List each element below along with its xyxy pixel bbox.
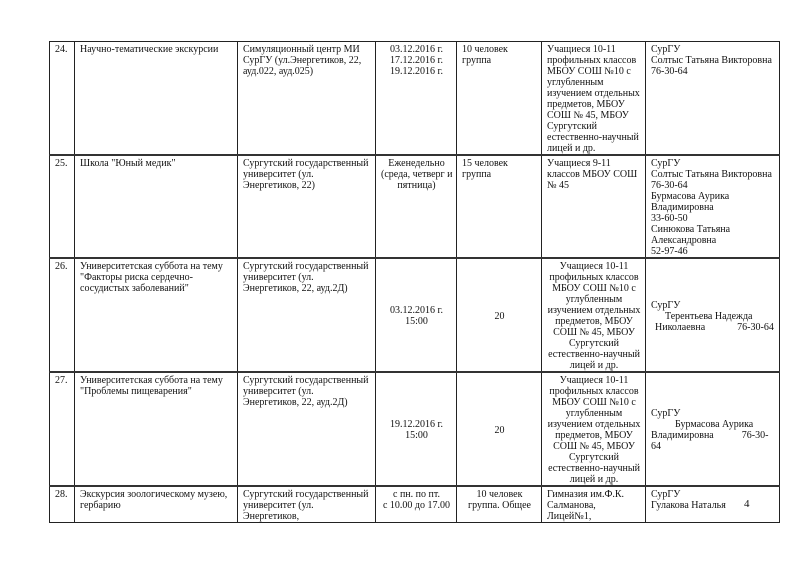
contact (646, 155, 780, 258)
page-number: 4 (744, 498, 750, 510)
event-place: Сургутский государственный университет (ул. Энергетиков, 22, ауд.2Д) (238, 372, 376, 486)
date-line: пятница) (397, 180, 436, 191)
event-date (376, 486, 457, 523)
event-date (376, 42, 457, 156)
contact-line: СурГУ (651, 408, 681, 419)
audience: Учащиеся 10-11 профильных классов МБОУ СОШ №10 с углубленным изучением отдельных предметов, МБОУ СОШ № 45, МБОУ Сургутский естественно-научный лицей и др. (542, 258, 646, 372)
table-row (50, 155, 780, 258)
date-line: (среда, четверг и (381, 169, 453, 180)
contact-line: 33-60-50 (651, 213, 688, 224)
date-line: 19.12.2016 г. (390, 419, 443, 430)
contact-line: СурГУ (651, 158, 681, 169)
date-line: с 10.00 до 17.00 (382, 500, 451, 511)
table-row (50, 486, 780, 523)
date-line: 03.12.2016 г. (390, 44, 443, 55)
group-size: 20 (457, 258, 542, 372)
event-name: Школа "Юный медик" (75, 155, 238, 258)
event-name: Экскурсия зоологическому музею, гербарию (75, 486, 238, 523)
contact (646, 42, 780, 156)
contact-line: Терентьева Надежда (665, 310, 753, 322)
row-number: 27. (50, 372, 75, 486)
contact (646, 372, 780, 486)
contact-line: Гулакова Наталья (651, 500, 726, 511)
date-line: Еженедельно (388, 158, 445, 169)
date-line: 15:00 (405, 430, 428, 441)
event-place: Сургутский государственный университет (ул. Энергетиков, 22) (238, 155, 376, 258)
row-number: 25. (50, 155, 75, 258)
row-number: 24. (50, 42, 75, 156)
contact-line: СурГУ (651, 489, 681, 500)
event-date (376, 155, 457, 258)
date-line: 15:00 (405, 316, 428, 327)
contact-phone: 76-30-64 (651, 430, 769, 452)
contact-phone: 76-30-64 (737, 321, 774, 333)
row-number: 26. (50, 258, 75, 372)
event-date (376, 258, 457, 372)
event-place: Сургутский государственный университет (ул. Энергетиков, 22, ауд.2Д) (238, 258, 376, 372)
group-size: 10 человек группа. Общее (457, 486, 542, 523)
contact-line: СурГУ (651, 299, 681, 311)
contact-line: 76-30-64 (651, 180, 688, 191)
contact-line: Бурмасова Аурика Владимировна (651, 191, 730, 213)
contact-line: 52-97-46 (651, 246, 688, 257)
audience: Гимназия им.Ф.К. Салманова, Лицей№1, (542, 486, 646, 523)
group-size: 15 человек группа (457, 155, 542, 258)
audience: Учащиеся 9-11 классов МБОУ СОШ № 45 (542, 155, 646, 258)
event-place: Симуляционный центр МИ СурГУ (ул.Энергетиков, 22, ауд.022, ауд.025) (238, 42, 376, 156)
row-number: 28. (50, 486, 75, 523)
contact (646, 258, 780, 372)
audience: Учащиеся 10-11 профильных классов МБОУ СОШ №10 с углубленным изучением отдельных предметов, МБОУ СОШ № 45, МБОУ Сургутский естественно-научный лицей и др. (542, 42, 646, 156)
events-table (49, 41, 780, 523)
date-line: с пн. по пт. (393, 489, 440, 500)
contact-line: Солтыс Татьяна Викторовна (651, 55, 772, 66)
audience: Учащиеся 10-11 профильных классов МБОУ СОШ №10 с углубленным изучением отдельных предметов, МБОУ СОШ № 45, МБОУ Сургутский естественно-научный лицей и др. (542, 372, 646, 486)
contact-line: Солтыс Татьяна Викторовна (651, 169, 772, 180)
table-row (50, 258, 780, 372)
event-name: Университетская суббота на тему "Проблемы пищеварения" (75, 372, 238, 486)
contact-line: Николаевна (655, 321, 706, 333)
group-size: 20 (457, 372, 542, 486)
contact-line: Бурмасова Аурика (675, 419, 754, 430)
event-place: Сургутский государственный университет (ул. Энергетиков, (238, 486, 376, 523)
contact-line: 76-30-64 (651, 66, 688, 77)
contact (646, 486, 780, 523)
event-name: Университетская суббота на тему "Факторы риска сердечно-сосудистых заболеваний" (75, 258, 238, 372)
event-name: Научно-тематические экскурсии (75, 42, 238, 156)
date-line: 19.12.2016 г. (390, 66, 443, 77)
event-date (376, 372, 457, 486)
contact-line: Синюкова Татьяна Александровна (651, 224, 731, 246)
contact-line: Владимировна (651, 430, 714, 441)
date-line: 17.12.2016 г. (390, 55, 443, 66)
contact-line: СурГУ (651, 44, 681, 55)
group-size: 10 человек группа (457, 42, 542, 156)
table-row (50, 42, 780, 156)
table-row (50, 372, 780, 486)
date-line: 03.12.2016 г. (390, 305, 443, 316)
